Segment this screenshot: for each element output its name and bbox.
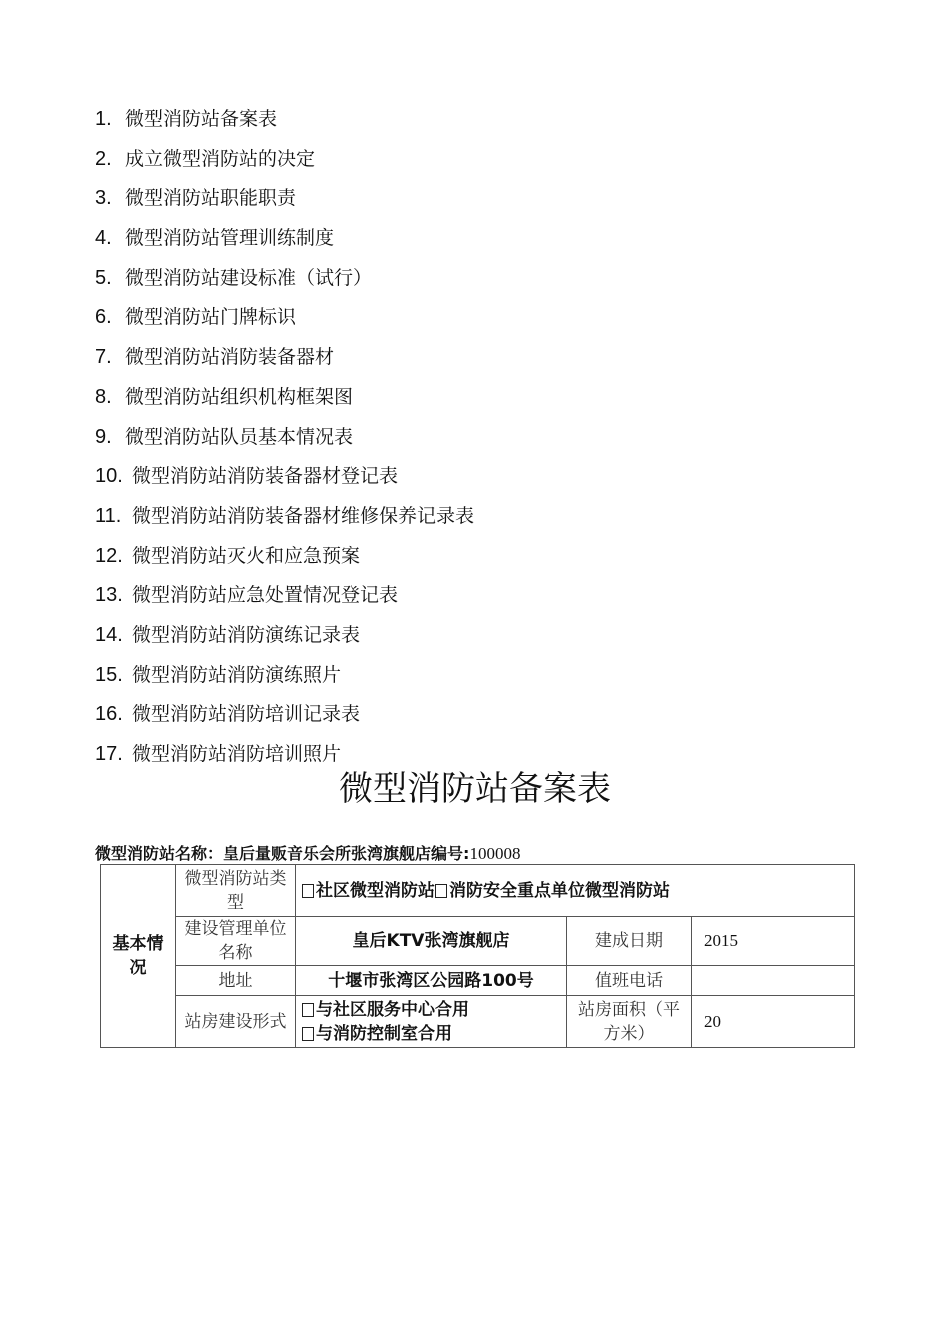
record-table — [100, 864, 855, 1048]
duty-phone-label: 值班电话 — [595, 970, 663, 991]
toc-item — [95, 537, 474, 577]
toc-item-text: 微型消防站灭火和应急预案 — [132, 544, 361, 567]
type-label: 微型消防站类型 — [184, 868, 287, 913]
type-value-cell — [296, 865, 855, 917]
station-name-label: 微型消防站名称： — [95, 844, 224, 863]
form-label: 站房建设形式 — [184, 1011, 287, 1032]
toc-item-text: 成立微型消防站的决定 — [125, 147, 316, 170]
toc-item-number: 3. — [95, 187, 112, 210]
toc-item — [95, 695, 474, 735]
serial-value: 100008 — [469, 844, 521, 863]
checkbox-icon[interactable] — [302, 1003, 314, 1017]
toc-item-number: 17. — [95, 743, 123, 765]
area-label-cell — [567, 996, 692, 1048]
address-label: 地址 — [218, 970, 253, 991]
toc-item — [95, 219, 474, 259]
toc-item — [95, 616, 474, 656]
toc-item-text: 微型消防站应急处置情况登记表 — [132, 584, 399, 607]
area-value-cell — [692, 996, 855, 1048]
address-label-cell — [176, 966, 296, 996]
toc-item-number: 1. — [95, 108, 112, 130]
toc-item-number: 5. — [95, 266, 112, 289]
table-row — [101, 865, 855, 917]
toc-item-number: 13. — [95, 584, 123, 607]
toc-item-number: 14. — [95, 623, 123, 646]
toc-item — [95, 140, 474, 180]
toc-item-text: 微型消防站消防演练记录表 — [132, 623, 361, 646]
form-option-control-room: 与消防控制室合用 — [316, 1023, 452, 1044]
form-label-cell — [176, 996, 296, 1048]
toc-item — [95, 259, 474, 299]
table-of-contents — [95, 100, 474, 775]
unit-value-cell — [296, 917, 567, 966]
toc-item-number: 16. — [95, 703, 123, 726]
type-option-community: 社区微型消防站 — [316, 880, 435, 901]
toc-item — [95, 457, 474, 497]
toc-item-text: 微型消防站组织机构框架图 — [125, 385, 354, 408]
table-row — [101, 996, 855, 1048]
toc-item-text: 微型消防站消防培训记录表 — [132, 703, 361, 726]
toc-item — [95, 576, 474, 616]
type-label-cell — [176, 865, 296, 917]
built-date-value-cell — [692, 917, 855, 966]
toc-item-number: 8. — [95, 385, 112, 408]
toc-item-text: 微型消防站职能职责 — [125, 187, 297, 210]
checkbox-icon[interactable] — [302, 884, 314, 898]
toc-item — [95, 418, 474, 458]
toc-item-text: 微型消防站管理训练制度 — [125, 227, 335, 250]
address-value: 十堰市张湾区公园路100号 — [328, 970, 534, 991]
address-value-cell — [296, 966, 567, 996]
toc-item-number: 12. — [95, 544, 123, 567]
toc-item-number: 10. — [95, 465, 123, 488]
toc-item-text: 微型消防站消防演练照片 — [132, 663, 342, 686]
toc-item — [95, 179, 474, 219]
group-label: 基本情况 — [112, 934, 164, 978]
toc-item-number: 7. — [95, 346, 112, 369]
duty-phone-value-cell — [692, 966, 855, 996]
unit-label-cell — [176, 917, 296, 966]
toc-item-text: 微型消防站消防装备器材 — [125, 346, 335, 369]
toc-item — [95, 497, 474, 537]
toc-item — [95, 100, 474, 140]
toc-item-number: 9. — [95, 425, 112, 448]
document-title: 微型消防站备案表 — [339, 769, 611, 809]
checkbox-icon[interactable] — [435, 884, 447, 898]
toc-item — [95, 378, 474, 418]
built-date-label: 建成日期 — [595, 931, 663, 951]
toc-item-text: 微型消防站门牌标识 — [125, 306, 297, 329]
built-date-label-cell — [567, 917, 692, 966]
type-option-key-unit: 消防安全重点单位微型消防站 — [449, 880, 670, 901]
toc-item-text: 微型消防站备案表 — [125, 108, 278, 130]
toc-item-number: 2. — [95, 147, 112, 170]
toc-item-text: 微型消防站建设标准（试行） — [125, 266, 373, 289]
station-info-line — [95, 842, 520, 866]
unit-label: 建设管理单位名称 — [184, 919, 287, 963]
area-label: 站房面积（平方米） — [578, 999, 680, 1044]
toc-item — [95, 338, 474, 378]
built-date-value: 2015 — [704, 931, 738, 950]
area-value: 20 — [704, 1011, 721, 1031]
checkbox-icon[interactable] — [302, 1027, 314, 1041]
toc-item — [95, 656, 474, 696]
form-option-community-center: 与社区服务中心合用 — [316, 999, 469, 1020]
duty-phone-label-cell — [567, 966, 692, 996]
toc-item-text: 微型消防站消防装备器材维修保养记录表 — [132, 504, 475, 527]
toc-item-number: 4. — [95, 227, 112, 250]
station-name-value: 皇后量贩音乐会所张湾旗舰店 — [223, 844, 432, 863]
toc-item-text: 微型消防站队员基本情况表 — [125, 425, 354, 448]
toc-item-text: 微型消防站消防培训照片 — [132, 743, 342, 765]
toc-item — [95, 298, 474, 338]
form-value-cell — [296, 996, 567, 1048]
toc-item-number: 6. — [95, 306, 112, 329]
group-label-cell — [101, 865, 176, 1048]
table-row — [101, 917, 855, 966]
serial-label: 编号: — [431, 844, 470, 863]
unit-value: 皇后KTV张湾旗舰店 — [352, 931, 510, 951]
toc-item-number: 11. — [95, 504, 122, 527]
table-row — [101, 966, 855, 996]
toc-item-number: 15. — [95, 663, 123, 686]
toc-item-text: 微型消防站消防装备器材登记表 — [132, 465, 399, 488]
